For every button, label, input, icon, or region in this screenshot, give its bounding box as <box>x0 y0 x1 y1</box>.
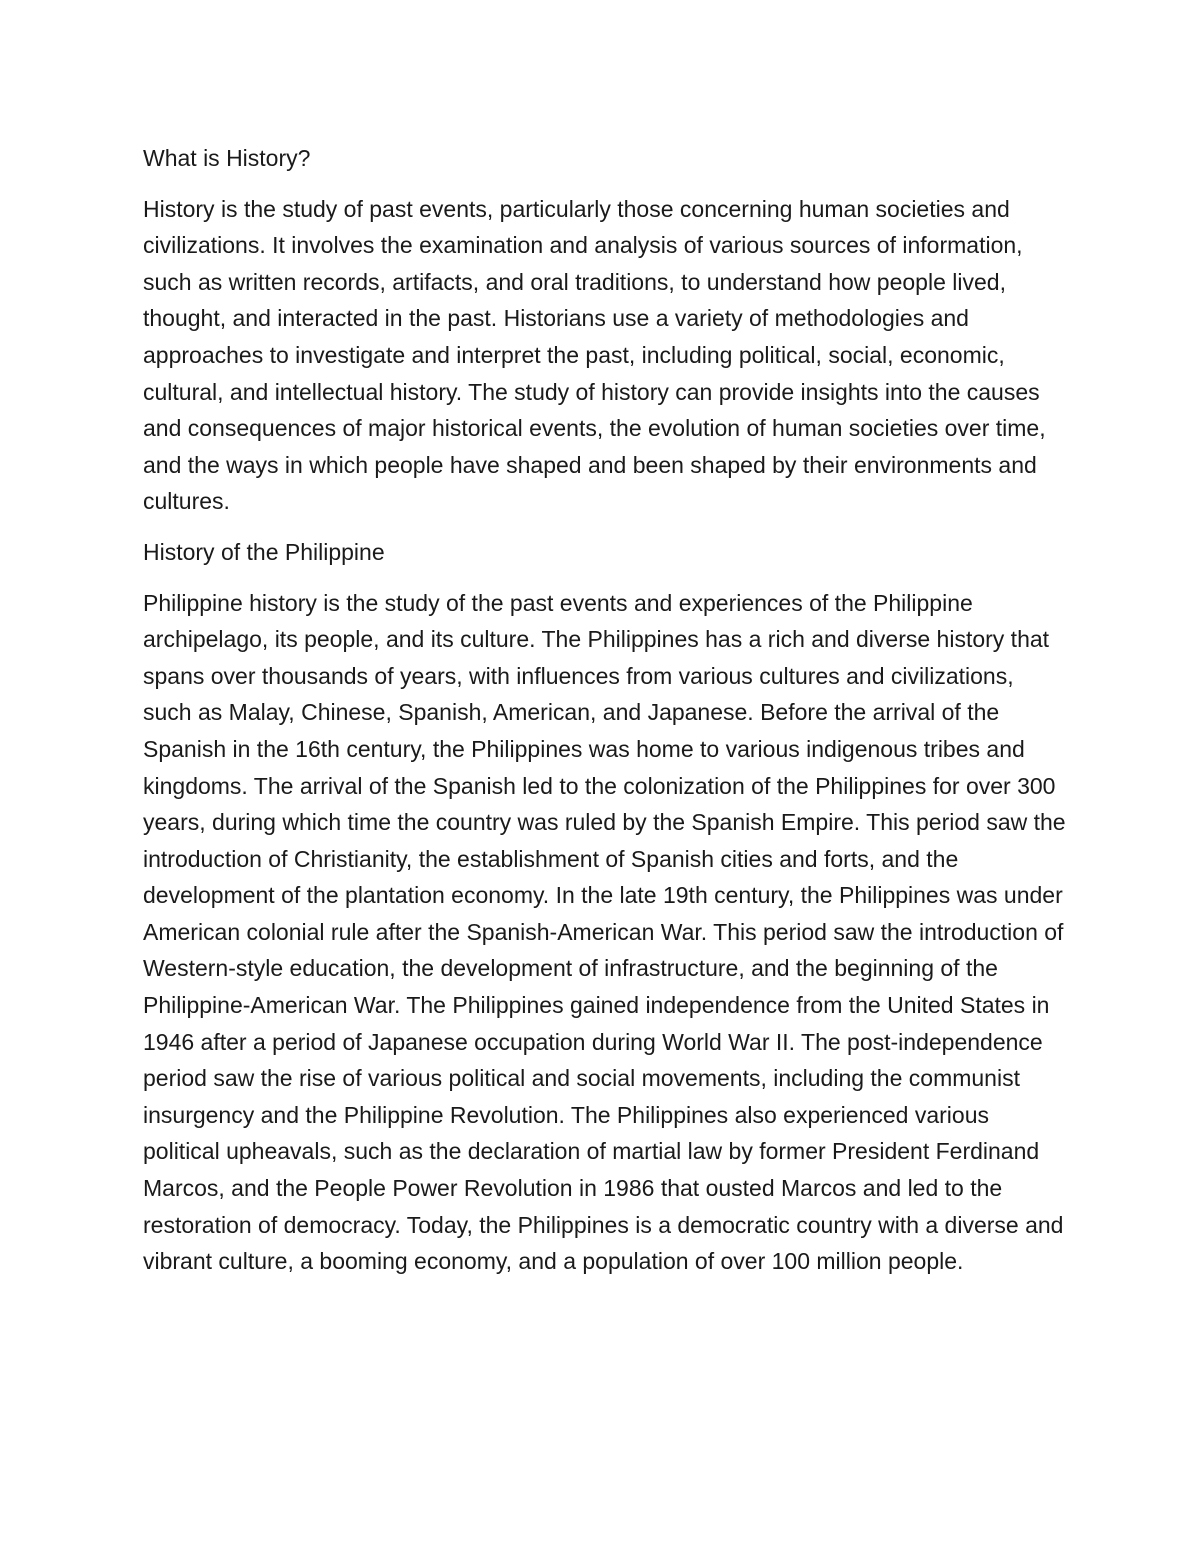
document-body <box>143 140 1068 1294</box>
section-paragraph-what-is-history: History is the study of past events, particularly those concerning human societies and civilizations. It involves the examination and analysis of various sources of information, such as written records, artifacts, and oral traditions, to understand how people lived, thought, and interacted in the past. Historians use a variety of methodologies and approaches to investigate and interpret the past, including political, social, economic, cultural, and intellectual history. The study of history can provide insights into the causes and consequences of major historical events, the evolution of human societies over time, and the ways in which people have shaped and been shaped by their environments and cultures. <box>143 195 1046 515</box>
section-paragraph-history-of-the-philippine: Philippine history is the study of the past events and experiences of the Philippine archipelago, its people, and its culture. The Philippines has a rich and diverse history that spans over thousands of years, with influences from various cultures and civilizations, such as Malay, Chinese, Spanish, American, and Japanese. Before the arrival of the Spanish in the 16th century, the Philippines was home to various indigenous tribes and kingdoms. The arrival of the Spanish led to the colonization of the Philippines for over 300 years, during which time the country was ruled by the Spanish Empire. This period saw the introduction of Christianity, the establishment of Spanish cities and forts, and the development of the plantation economy. In the late 19th century, the Philippines was under American colonial rule after the Spanish-American War. This period saw the introduction of Western-style education, the development of infrastructure, and the beginning of the Philippine-American War. The Philippines gained independence from the United States in 1946 after a period of Japanese occupation during World War II. The post-independence period saw the rise of various political and social movements, including the communist insurgency and the Philippine Revolution. The Philippines also experienced various political upheavals, such as the declaration of martial law by former President Ferdinand Marcos, and the People Power Revolution in 1986 that ousted Marcos and led to the restoration of democracy. Today, the Philippines is a democratic country with a diverse and vibrant culture, a booming economy, and a population of over 100 million people. <box>143 589 1066 1275</box>
section-heading-what-is-history: What is History? <box>143 145 311 171</box>
section-heading-history-of-the-philippine: History of the Philippine <box>143 538 385 565</box>
